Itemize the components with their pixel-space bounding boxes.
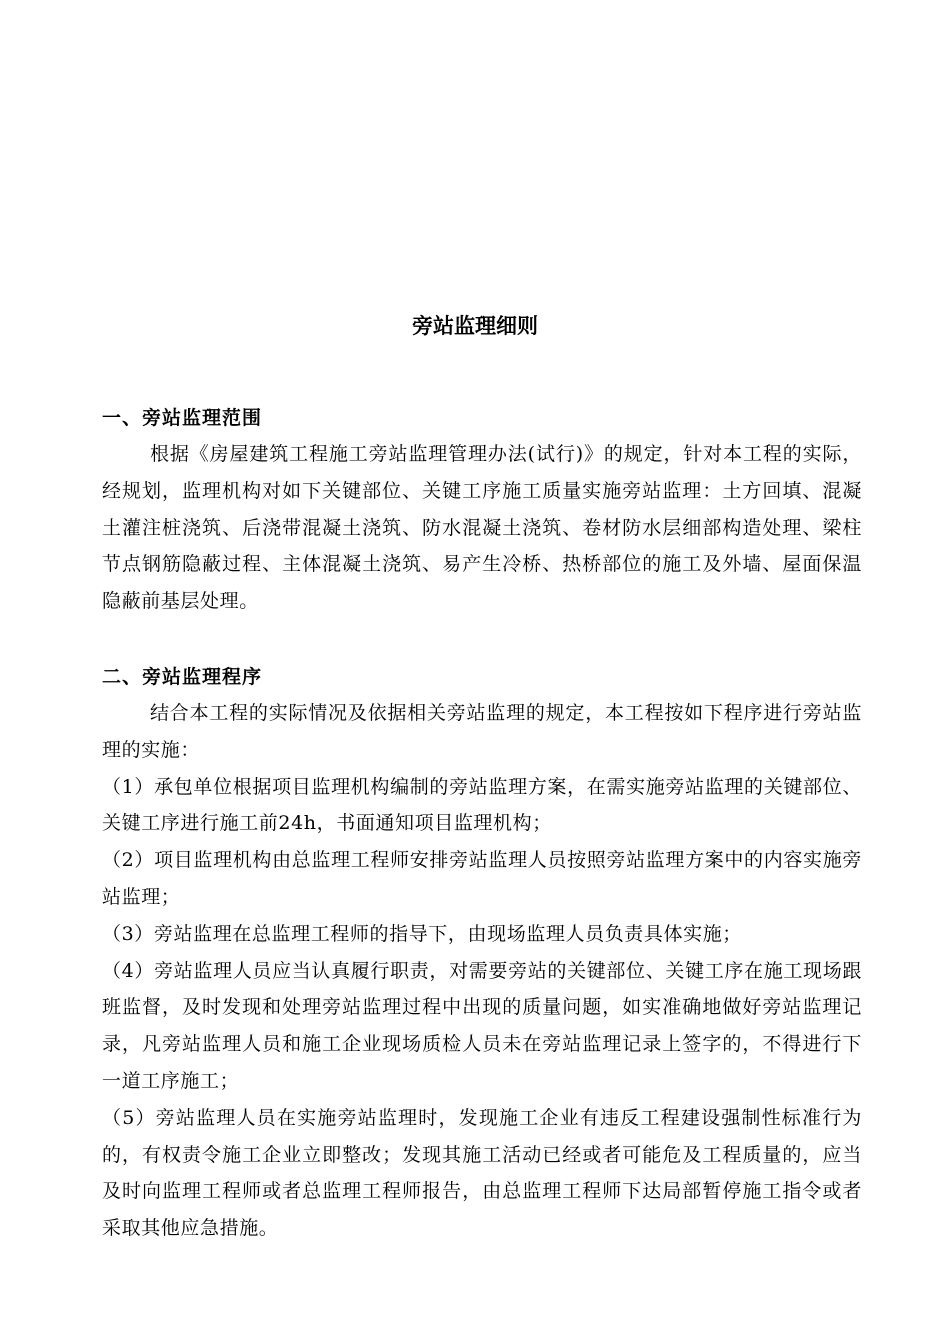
scope-paragraph: 根据《房屋建筑工程施工旁站监理管理办法(试行)》的规定，针对本工程的实际，经规划，监理机构对如下关键部位、关键工序施工质量实施旁站监理：土方回填、混凝土灌注桩浇筑、后浇带混凝土浇筑、防水混凝土浇筑、卷材防水层细部构造处理、梁柱节点钢筋隐蔽过程、主体混凝土浇筑、易产生冷桥、热桥部位的施工及外墙、屋面保温隐蔽前基层处理。 — [102, 443, 862, 613]
procedure-intro-paragraph: 结合本工程的实际情况及依据相关旁站监理的规定，本工程按如下程序进行旁站监理的实施： — [102, 702, 862, 761]
procedure-item-1: （1）承包单位根据项目监理机构编制的旁站监理方案，在需实施旁站监理的关键部位、关键工序进行施工前24h，书面通知项目监理机构； — [102, 775, 862, 835]
procedure-item-2: （2）项目监理机构由总监理工程师安排旁站监理人员按照旁站监理方案中的内容实施旁站监理； — [102, 849, 862, 908]
procedure-item-5: （5）旁站监理人员在实施旁站监理时，发现施工企业有违反工程建设强制性标准行为的，有权责令施工企业立即整改；发现其施工活动已经或者可能危及工程质量的，应当及时向监理工程师或者总监理工程师报告，由总监理工程师下达局部暂停施工指令或者采取其他应急措施。 — [102, 1106, 862, 1240]
section-procedure — [102, 659, 862, 1247]
procedure-item-4: （4）旁站监理人员应当认真履行职责，对需要旁站的关键部位、关键工序在施工现场跟班监督，及时发现和处理旁站监理过程中出现的质量问题，如实准确地做好旁站监理记录，凡旁站监理人员和施工企业现场质检人员未在旁站监理记录上签字的，不得进行下一道工序施工； — [102, 959, 862, 1092]
procedure-item-3: （3）旁站监理在总监理工程师的指导下，由现场监理人员负责具体实施； — [102, 922, 742, 945]
section-heading-scope: 一、旁站监理范围 — [102, 407, 263, 429]
section-scope — [102, 400, 862, 620]
document-title: 旁站监理细则 — [412, 314, 538, 338]
section-heading-procedure: 二、旁站监理程序 — [102, 666, 263, 688]
